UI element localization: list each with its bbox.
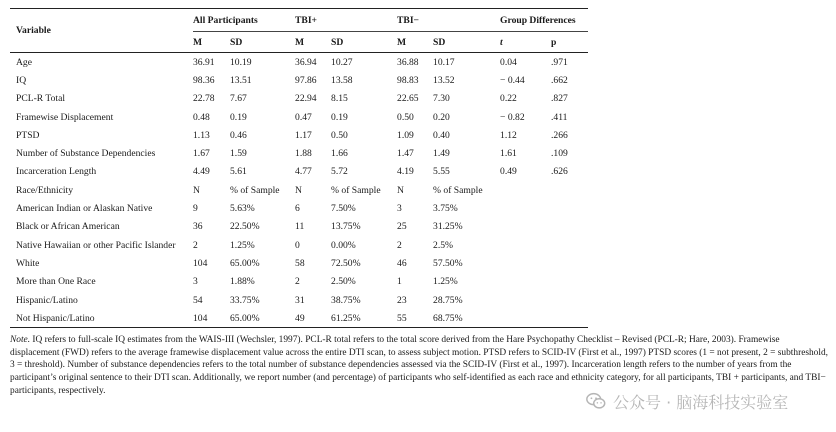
- row-label: Incarceration Length: [16, 166, 97, 178]
- value-all-m: 3: [193, 276, 198, 288]
- note-label: Note.: [10, 335, 31, 345]
- value-p: .411: [551, 111, 568, 123]
- value-tbi-minus-m: 23: [397, 294, 407, 306]
- value-p: .827: [551, 93, 568, 105]
- table-row: [10, 199, 588, 217]
- value-all-m: 2: [193, 239, 198, 251]
- table-row: [10, 163, 588, 181]
- value-p: .971: [551, 56, 568, 68]
- subheader-sd: SD: [230, 36, 243, 48]
- value-all-m: 9: [193, 203, 198, 215]
- value-p: [551, 309, 588, 328]
- value-all-sd: 0.46: [230, 129, 247, 141]
- watermark: [585, 388, 825, 414]
- row-label: Framewise Displacement: [16, 111, 114, 123]
- subheader-t: t: [500, 36, 503, 48]
- table-row: [10, 309, 588, 328]
- row-label: American Indian or Alaskan Native: [16, 203, 153, 215]
- watermark-text: 公众号 · 脑海科技实验室: [613, 392, 789, 412]
- value-all-sd: 1.25%: [230, 239, 255, 251]
- value-tbi-plus-m: 1.88: [295, 148, 312, 160]
- value-tbi-plus-m: 4.77: [295, 166, 312, 178]
- value-tbi-plus-m: 6: [295, 203, 300, 215]
- header-group-all: All Participants: [193, 9, 295, 32]
- participant-characteristics-table: [10, 8, 588, 328]
- row-label: Black or African American: [16, 221, 120, 233]
- value-tbi-minus-sd: 0.20: [433, 111, 450, 123]
- value-all-m: N: [193, 184, 200, 196]
- value-tbi-minus-m: 25: [397, 221, 407, 233]
- value-tbi-minus-m: 2: [397, 239, 402, 251]
- value-tbi-minus-m: 1: [397, 276, 402, 288]
- value-all-m: 0.48: [193, 111, 210, 123]
- table-row: [10, 126, 588, 144]
- value-all-sd: 5.63%: [230, 203, 255, 215]
- value-tbi-minus-sd: 1.25%: [433, 276, 458, 288]
- value-tbi-plus-m: 2: [295, 276, 300, 288]
- value-tbi-minus-m: 3: [397, 203, 402, 215]
- value-all-m: 98.36: [193, 74, 215, 86]
- value-tbi-minus-sd: 1.49: [433, 148, 450, 160]
- value-all-sd: % of Sample: [230, 184, 280, 196]
- value-tbi-minus-sd: 57.50%: [433, 257, 463, 269]
- value-tbi-plus-sd: 10.27: [331, 56, 353, 68]
- value-p: [551, 218, 588, 236]
- value-all-m: 104: [193, 257, 208, 269]
- value-t: 0.04: [500, 56, 517, 68]
- value-tbi-minus-sd: 5.55: [433, 166, 450, 178]
- value-all-m: 36: [193, 221, 203, 233]
- value-all-m: 22.78: [193, 93, 215, 105]
- value-t: [500, 236, 551, 254]
- subheader-p: p: [551, 36, 557, 48]
- value-all-sd: 22.50%: [230, 221, 260, 233]
- value-t: 1.61: [500, 148, 517, 160]
- row-label: IQ: [16, 74, 27, 86]
- value-t: − 0.82: [500, 111, 525, 123]
- value-p: [551, 273, 588, 291]
- value-t: [500, 273, 551, 291]
- value-all-sd: 33.75%: [230, 294, 260, 306]
- value-t: 0.49: [500, 166, 517, 178]
- value-tbi-minus-m: N: [397, 184, 404, 196]
- value-tbi-minus-sd: 10.17: [433, 56, 455, 68]
- header-group-tbi-minus: TBI−: [397, 9, 500, 32]
- table-row: [10, 71, 588, 89]
- table-row: [10, 273, 588, 291]
- row-label: Age: [16, 56, 32, 68]
- value-tbi-plus-sd: 1.66: [331, 148, 348, 160]
- row-label: Native Hawaiian or other Pacific Islander: [16, 239, 176, 251]
- value-p: [551, 236, 588, 254]
- value-p: [551, 199, 588, 217]
- value-tbi-minus-m: 1.47: [397, 148, 414, 160]
- value-t: [500, 181, 551, 199]
- value-all-sd: 0.19: [230, 111, 247, 123]
- value-tbi-plus-sd: 2.50%: [331, 276, 356, 288]
- value-t: − 0.44: [500, 74, 525, 86]
- value-p: [551, 291, 588, 309]
- value-tbi-plus-sd: 13.75%: [331, 221, 361, 233]
- value-tbi-plus-sd: 72.50%: [331, 257, 361, 269]
- value-tbi-minus-sd: 31.25%: [433, 221, 463, 233]
- value-all-sd: 65.00%: [230, 312, 260, 324]
- value-t: [500, 309, 551, 328]
- row-label: PCL-R Total: [16, 93, 65, 105]
- value-tbi-minus-m: 4.19: [397, 166, 414, 178]
- value-tbi-plus-m: 0.47: [295, 111, 312, 123]
- table-row: [10, 90, 588, 108]
- row-label: Not Hispanic/Latino: [16, 312, 95, 324]
- value-all-m: 36.91: [193, 56, 215, 68]
- value-tbi-minus-m: 55: [397, 312, 407, 324]
- value-tbi-plus-sd: 61.25%: [331, 312, 361, 324]
- value-t: [500, 254, 551, 272]
- table-row: [10, 236, 588, 254]
- value-tbi-plus-sd: 8.15: [331, 93, 348, 105]
- value-tbi-minus-m: 0.50: [397, 111, 414, 123]
- value-all-m: 1.67: [193, 148, 210, 160]
- value-all-sd: 1.59: [230, 148, 247, 160]
- value-p: .662: [551, 74, 568, 86]
- value-all-sd: 65.00%: [230, 257, 260, 269]
- value-tbi-plus-sd: 0.50: [331, 129, 348, 141]
- table-row: [10, 53, 588, 72]
- value-tbi-minus-sd: 28.75%: [433, 294, 463, 306]
- value-p: .109: [551, 148, 568, 160]
- value-tbi-plus-m: 97.86: [295, 74, 317, 86]
- row-label: Hispanic/Latino: [16, 294, 78, 306]
- value-tbi-minus-m: 1.09: [397, 129, 414, 141]
- value-p: .266: [551, 129, 568, 141]
- value-tbi-plus-sd: 0.00%: [331, 239, 356, 251]
- value-tbi-plus-m: 31: [295, 294, 305, 306]
- table-row: [10, 108, 588, 126]
- table-body: [10, 53, 588, 328]
- value-all-m: 4.49: [193, 166, 210, 178]
- row-label: Race/Ethnicity: [16, 184, 74, 196]
- table-row: [10, 291, 588, 309]
- value-all-sd: 5.61: [230, 166, 247, 178]
- value-tbi-plus-sd: 13.58: [331, 74, 353, 86]
- row-label: More than One Race: [16, 276, 96, 288]
- row-label: PTSD: [16, 129, 40, 141]
- value-tbi-minus-m: 36.88: [397, 56, 419, 68]
- value-t: [500, 218, 551, 236]
- header-group-differences: Group Differences: [500, 9, 588, 32]
- value-tbi-plus-sd: 5.72: [331, 166, 348, 178]
- value-tbi-plus-sd: % of Sample: [331, 184, 381, 196]
- value-tbi-minus-sd: 0.40: [433, 129, 450, 141]
- value-all-sd: 1.88%: [230, 276, 255, 288]
- value-all-m: 1.13: [193, 129, 210, 141]
- data-table-container: [10, 8, 588, 328]
- value-t: [500, 291, 551, 309]
- header-row-groups: [10, 9, 588, 32]
- value-tbi-minus-m: 22.65: [397, 93, 419, 105]
- subheader-sd: SD: [433, 36, 446, 48]
- header-variable: Variable: [10, 9, 193, 53]
- value-tbi-minus-sd: % of Sample: [433, 184, 483, 196]
- value-tbi-minus-sd: 3.75%: [433, 203, 458, 215]
- value-tbi-plus-m: 0: [295, 239, 300, 251]
- table-row: [10, 144, 588, 162]
- value-tbi-plus-m: 1.17: [295, 129, 312, 141]
- value-tbi-minus-sd: 68.75%: [433, 312, 463, 324]
- subheader-m: M: [295, 36, 305, 48]
- table-row: [10, 218, 588, 236]
- value-t: 1.12: [500, 129, 517, 141]
- value-p: [551, 181, 588, 199]
- value-all-m: 54: [193, 294, 203, 306]
- wechat-icon: [585, 390, 607, 412]
- value-tbi-plus-m: 58: [295, 257, 305, 269]
- value-tbi-minus-m: 98.83: [397, 74, 419, 86]
- value-tbi-plus-m: 49: [295, 312, 305, 324]
- value-tbi-minus-sd: 2.5%: [433, 239, 453, 251]
- subheader-m: M: [397, 36, 407, 48]
- subheader-sd: SD: [331, 36, 344, 48]
- value-tbi-minus-sd: 7.30: [433, 93, 450, 105]
- value-all-sd: 7.67: [230, 93, 247, 105]
- value-tbi-plus-m: N: [295, 184, 302, 196]
- value-p: .626: [551, 166, 568, 178]
- value-all-m: 104: [193, 312, 208, 324]
- value-all-sd: 13.51: [230, 74, 252, 86]
- value-p: [551, 254, 588, 272]
- row-label: White: [16, 257, 40, 269]
- value-tbi-plus-m: 22.94: [295, 93, 317, 105]
- note-text: IQ refers to full-scale IQ estimates from the WAIS-III (Wechsler, 1997). PCL-R total refers to the total score derived from the Hare Psychopathy Checklist – Revised (PCL-R; Hare, 2003). Framewise displacement (FWD) refers to the average framewise displacement value across the entire DTI scan, to assess subject motion. PTSD refers to SCID-IV (First et al., 1997) PTSD scores (1 = not present, 2 = subthreshold, 3 = threshold). Number of substance dependencies refers to the total number of substance dependencies assessed via the SCID-IV (First et al., 1997). Incarceration length refers to the number of years from the participant’s original sentence to their DTI scan. Additionally, we report number (and percentage) of participants who self-identified as each race and ethnicity category, for all participants, TBI + participants, and TBI− participants, respectively.: [10, 335, 829, 396]
- value-all-sd: 10.19: [230, 56, 252, 68]
- header-group-tbi-plus: TBI+: [295, 9, 397, 32]
- value-t: 0.22: [500, 93, 517, 105]
- subheader-m: M: [193, 36, 203, 48]
- value-tbi-minus-sd: 13.52: [433, 74, 455, 86]
- value-tbi-minus-m: 46: [397, 257, 407, 269]
- value-tbi-plus-m: 11: [295, 221, 305, 233]
- table-row: [10, 254, 588, 272]
- value-t: [500, 199, 551, 217]
- value-tbi-plus-sd: 7.50%: [331, 203, 356, 215]
- value-tbi-plus-sd: 0.19: [331, 111, 348, 123]
- value-tbi-plus-m: 36.94: [295, 56, 317, 68]
- row-label: Number of Substance Dependencies: [16, 148, 156, 160]
- table-row: [10, 181, 588, 199]
- value-tbi-plus-sd: 38.75%: [331, 294, 361, 306]
